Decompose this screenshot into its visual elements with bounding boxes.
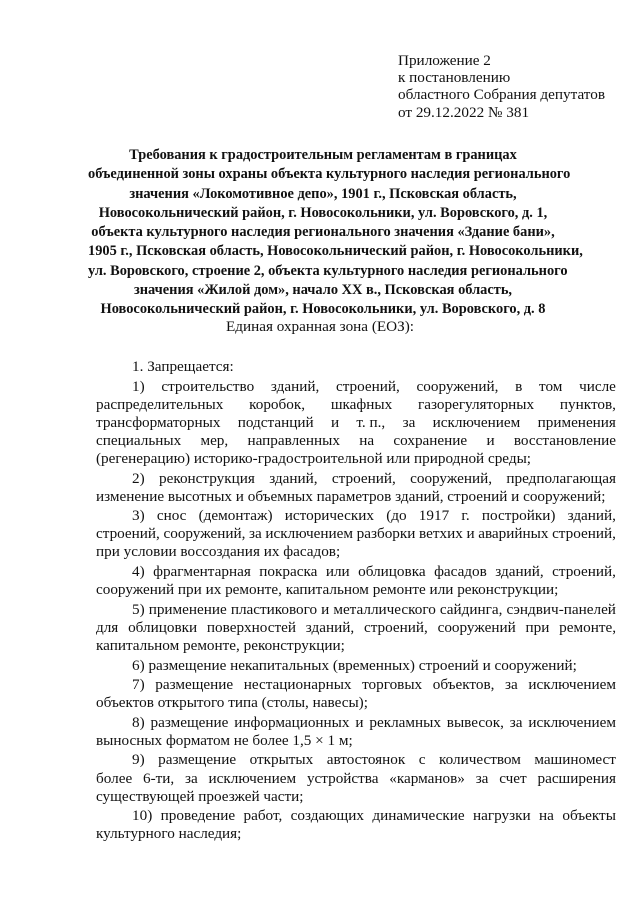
word: и <box>466 525 475 543</box>
word: более <box>96 769 133 787</box>
appendix-line: Приложение 2 <box>398 52 491 69</box>
word: 9) <box>132 751 145 769</box>
appendix-line: областного Собрания депутатов <box>398 86 605 104</box>
word: сэндвич-панелей <box>506 600 616 618</box>
word: за <box>185 769 198 787</box>
word: строений, <box>363 618 428 636</box>
word: фасадов <box>434 563 487 581</box>
word: 7) <box>132 676 145 694</box>
word: открытых <box>249 751 314 769</box>
word: мер, <box>200 431 229 449</box>
word: при <box>525 618 550 636</box>
word: зданий, <box>495 563 544 581</box>
list-item <box>96 563 616 599</box>
title-line: ул. Воровского, строение 2, объекта культурного наследия регионального <box>88 262 568 279</box>
word: (до <box>386 507 407 525</box>
word: фрагментарная <box>153 563 251 581</box>
word: сооружений <box>437 618 516 636</box>
word: зданий, <box>305 618 355 636</box>
list-item <box>96 470 616 506</box>
word: 2) <box>132 469 145 487</box>
word: за <box>402 413 416 431</box>
word: и <box>486 431 495 449</box>
word: 3) <box>132 507 145 525</box>
word: подстанций <box>237 413 314 431</box>
word: применение <box>148 600 227 618</box>
word: размещение <box>155 676 234 694</box>
list-item <box>96 751 616 805</box>
word: торговых <box>362 676 423 694</box>
word: строений, <box>335 377 400 395</box>
word: нагрузки <box>473 807 531 825</box>
word: количеством <box>438 751 521 769</box>
word: и <box>355 713 364 731</box>
word: снос <box>156 507 187 525</box>
word: размещение <box>158 751 237 769</box>
item-line <box>96 432 616 450</box>
list-item <box>96 676 616 712</box>
item-line <box>96 714 616 732</box>
requirements-body <box>96 358 616 843</box>
word: счет <box>499 769 527 787</box>
word: на <box>359 431 375 449</box>
word: создающих <box>290 807 364 825</box>
word: поверхностей <box>206 618 297 636</box>
word: исключением <box>208 769 297 787</box>
title-line: объединенной зоны охраны объекта культурного наследия регионального <box>88 166 571 183</box>
word: 6-ти, <box>142 769 175 787</box>
word: трансформаторных <box>96 413 221 431</box>
word: работ, <box>243 807 283 825</box>
word: сооружений, <box>410 469 493 487</box>
word: газорегуляторных <box>418 395 535 413</box>
word: на <box>539 807 554 825</box>
word: исключением <box>528 713 616 731</box>
word: сохранение <box>393 431 468 449</box>
word: сооружений, <box>416 377 499 395</box>
word: специальных <box>96 431 182 449</box>
appendix-line: от 29.12.2022 № 381 <box>398 103 530 121</box>
word: «карманов» <box>389 769 465 787</box>
word: 8) <box>132 713 145 731</box>
item-line-last: капитальном ремонте, реконструкции; <box>96 636 345 654</box>
item-line-last: сооружений при их ремонте, капитальном ремонте или реконструкции; <box>96 581 559 599</box>
word: или <box>325 563 350 581</box>
item-line-last: культурного наследия; <box>96 825 242 843</box>
word: расширения <box>537 769 616 787</box>
list-item <box>96 378 616 468</box>
word: размещение <box>150 713 229 731</box>
title-line: Новосокольнический район, г. Новосокольники, ул. Воровского, д. 8 <box>100 301 546 318</box>
item-line <box>96 470 616 488</box>
title-line: объекта культурного наследия регионального значения «Здание бани», <box>91 224 555 241</box>
word: покраска <box>259 563 318 581</box>
list-item <box>96 807 616 843</box>
word: рекламных <box>369 713 441 731</box>
word: облицовка <box>358 563 426 581</box>
word: 1) <box>132 377 145 395</box>
item-line <box>96 507 616 525</box>
item-line <box>96 414 616 432</box>
appendix-block <box>398 52 605 121</box>
list-item <box>96 657 616 675</box>
word: т. п., <box>356 413 386 431</box>
item-line-last: объектов открытого типа (столы, навесы); <box>96 694 368 712</box>
word: (демонтаж) <box>198 507 273 525</box>
word: применения <box>537 413 616 431</box>
word: восстановление <box>513 431 616 449</box>
word: зданий, <box>269 469 318 487</box>
word: зданий, <box>567 507 616 525</box>
zone-heading: Единая охранная зона (ЕОЗ): <box>225 318 415 335</box>
word: ветхих <box>419 525 463 543</box>
word: строений, <box>96 525 160 543</box>
word: постройки) <box>481 507 556 525</box>
word: строений, <box>331 469 396 487</box>
item-line-last: существующей проезжей части; <box>96 787 304 805</box>
word: реконструкция <box>159 469 255 487</box>
word: коробок, <box>249 395 306 413</box>
word: устройства <box>306 769 379 787</box>
appendix-line: к постановлению <box>398 69 511 87</box>
word: исключением <box>432 413 521 431</box>
item-line-last: выносных форматом не более 1,5 × 1 м; <box>96 731 353 749</box>
word: распределительных <box>96 395 224 413</box>
word: предполагающая <box>506 469 616 487</box>
title-line: значения «Локомотивное депо», 1901 г., Псковская область, <box>129 185 517 202</box>
word: нестационарных <box>243 676 352 694</box>
word: 4) <box>132 563 145 581</box>
word: разборки <box>356 525 416 543</box>
item-line-last: 6) размещение некапитальных (временных) строений и сооружений; <box>132 656 577 674</box>
word: и <box>330 413 340 431</box>
item-line <box>96 396 616 414</box>
word: автостоянок <box>326 751 406 769</box>
word: г. <box>461 507 470 525</box>
word: информационных <box>234 713 350 731</box>
word: металлического <box>333 600 436 618</box>
word: и <box>321 600 330 618</box>
item-line-last: изменение высотных и объемных параметров зданий, строений и сооружений; <box>96 487 606 505</box>
list-item <box>96 714 616 750</box>
word: зданий, <box>270 377 320 395</box>
word: исключением <box>265 525 354 543</box>
word: за <box>249 525 262 543</box>
item-line <box>96 563 616 581</box>
item-line <box>96 378 616 396</box>
title-line: Новосокольнический район, г. Новосокольники, ул. Воровского, д. 1, <box>98 204 548 221</box>
item-line <box>96 770 616 788</box>
title-line: 1905 г., Псковская область, Новосокольнический район, г. Новосокольники, <box>88 243 583 260</box>
word: шкафных <box>330 395 393 413</box>
word: числе <box>579 377 616 395</box>
item-line <box>96 676 616 694</box>
word: динамические <box>372 807 465 825</box>
item-line <box>96 807 616 825</box>
item-line <box>96 619 616 637</box>
word: машиномест <box>534 751 616 769</box>
word: облицовки <box>128 618 198 636</box>
word: направленных <box>247 431 340 449</box>
word: сооружений, <box>163 525 246 543</box>
title-line: значения «Жилой дом», начало XX в., Псковская область, <box>133 282 513 299</box>
word: в <box>515 377 523 395</box>
item-line <box>96 525 616 543</box>
section-heading: 1. Запрещается: <box>132 358 234 375</box>
word: ремонте, <box>559 618 616 636</box>
word: 10) <box>132 807 153 825</box>
word: 5) <box>132 600 145 618</box>
list-item <box>96 601 616 655</box>
word: сайдинга, <box>439 600 503 618</box>
word: пунктов, <box>559 395 616 413</box>
list-item <box>96 507 616 561</box>
title-line: Требования к градостроительным регламентам в границах <box>129 147 517 163</box>
word: за <box>505 676 518 694</box>
word: исторических <box>284 507 375 525</box>
item-line <box>96 751 616 769</box>
word: строительство <box>161 377 255 395</box>
document-title <box>88 146 583 320</box>
item-line-last: (регенерацию) историко-градостроительной или природной среды; <box>96 449 532 467</box>
word: исключением <box>528 676 616 694</box>
word: пластикового <box>230 600 318 618</box>
word: вывесок, <box>446 713 504 731</box>
item-line-last: при условии воссоздания их фасадов; <box>96 543 341 561</box>
word: с <box>418 751 426 769</box>
item-line <box>96 601 616 619</box>
word: проведение <box>160 807 236 825</box>
word: строений, <box>552 525 616 543</box>
word: том <box>539 377 563 395</box>
word: за <box>509 713 523 731</box>
word: за <box>475 769 489 787</box>
word: аварийных <box>478 525 549 543</box>
word: строений, <box>552 563 616 581</box>
word: 1917 <box>418 507 450 525</box>
word: для <box>96 618 119 636</box>
word: объектов, <box>432 676 495 694</box>
word: объекты <box>562 807 616 825</box>
